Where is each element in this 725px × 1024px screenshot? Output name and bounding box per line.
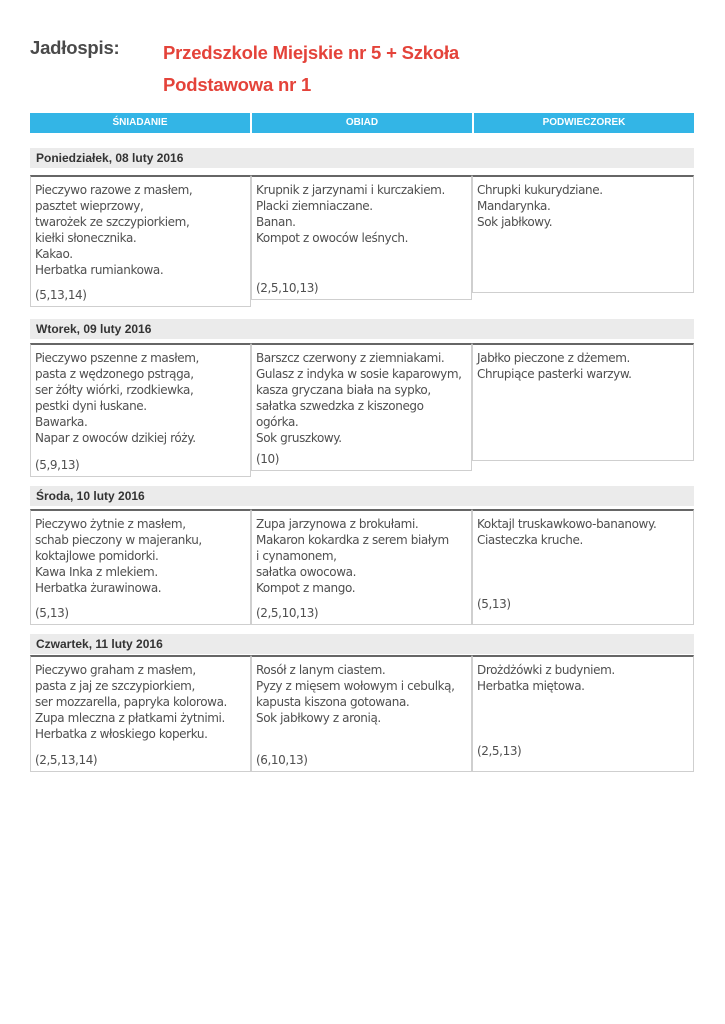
meal-item: Zupa mleczna z płatkami żytnimi. (35, 711, 225, 725)
meal-item: Jabłko pieczone z dżemem. (477, 351, 630, 365)
allergen-codes: (5,13) (477, 597, 511, 611)
menu-title-label: Jadłospis: (30, 37, 120, 58)
meal-item: Pieczywo graham z masłem, (35, 663, 196, 677)
meal-cell-lunch (251, 655, 472, 772)
meal-items (35, 662, 246, 742)
meal-items (256, 662, 467, 726)
meal-item: Zupa jarzynowa z brokułami. (256, 517, 419, 531)
meal-item: twarożek ze szczypiorkiem, (35, 215, 190, 229)
meal-item: Kompot z owoców leśnych. (256, 231, 409, 245)
column-header-breakfast: ŚNIADANIE (30, 113, 250, 133)
day-header: Czwartek, 11 luty 2016 (30, 634, 694, 654)
meal-item: schab pieczony w majeranku, (35, 533, 202, 547)
day-header: Wtorek, 09 luty 2016 (30, 319, 694, 339)
meal-item: Kakao. (35, 247, 73, 261)
meal-item: Sok jabłkowy z aronią. (256, 711, 381, 725)
meal-item: Napar z owoców dzikiej róży. (35, 431, 196, 445)
meal-cell-breakfast (30, 509, 251, 625)
meal-cell-lunch (251, 509, 472, 625)
meal-item: Pieczywo pszenne z masłem, (35, 351, 199, 365)
meal-item: Koktajl truskawkowo-bananowy. (477, 517, 657, 531)
meal-item: pasta z wędzonego pstrąga, (35, 367, 194, 381)
allergen-codes: (2,5,10,13) (256, 606, 319, 620)
meal-items (35, 516, 246, 596)
meal-cell-breakfast (30, 343, 251, 477)
meal-item: Makaron kokardka z serem białym (256, 533, 449, 547)
day-header: Środa, 10 luty 2016 (30, 486, 694, 506)
allergen-codes: (10) (256, 452, 280, 466)
meal-item: pestki dyni łuskane. (35, 399, 147, 413)
meal-items (256, 516, 467, 596)
meal-items (35, 350, 246, 446)
column-header-lunch: OBIAD (252, 113, 472, 133)
meal-items (256, 182, 467, 246)
allergen-codes: (2,5,13) (477, 744, 522, 758)
meal-item: koktajlowe pomidorki. (35, 549, 159, 563)
allergen-codes: (2,5,10,13) (256, 281, 319, 295)
meal-item: Gulasz z indyka w sosie kaparowym, (256, 367, 462, 381)
meal-item: Ciasteczka kruche. (477, 533, 583, 547)
meal-items (477, 350, 689, 382)
meal-item: sałatka szwedzka z kiszonego ogórka. (256, 399, 424, 429)
meal-item: Pieczywo żytnie z masłem, (35, 517, 186, 531)
meal-items (477, 662, 689, 694)
allergen-codes: (2,5,13,14) (35, 753, 98, 767)
meal-items (256, 350, 467, 446)
meal-item: Mandarynka. (477, 199, 551, 213)
meal-item: ser żółty wiórki, rzodkiewka, (35, 383, 194, 397)
meal-cell-lunch (251, 343, 472, 471)
meal-cell-breakfast (30, 655, 251, 772)
allergen-codes: (5,9,13) (35, 458, 80, 472)
meal-item: Chrupki kukurydziane. (477, 183, 603, 197)
meal-item: sałatka owocowa. (256, 565, 357, 579)
day-header: Poniedziałek, 08 luty 2016 (30, 148, 694, 168)
meal-item: Kompot z mango. (256, 581, 356, 595)
meal-item: Pyzy z mięsem wołowym i cebulką, (256, 679, 455, 693)
institution-name: Przedszkole Miejskie nr 5 + Szkoła Podstawowa nr 1 (163, 42, 460, 95)
meal-item: Chrupiące pasterki warzyw. (477, 367, 632, 381)
meal-item: pasztet wieprzowy, (35, 199, 144, 213)
meal-cell-snack (472, 175, 694, 293)
meal-items (477, 516, 689, 548)
allergen-codes: (5,13,14) (35, 288, 87, 302)
meal-item: kasza gryczana biała na sypko, (256, 383, 431, 397)
meal-items (35, 182, 246, 278)
meal-item: Kawa Inka z mlekiem. (35, 565, 158, 579)
meal-item: Placki ziemniaczane. (256, 199, 373, 213)
meal-item: Banan. (256, 215, 296, 229)
meal-cell-snack (472, 509, 694, 625)
meal-item: Sok jabłkowy. (477, 215, 553, 229)
meal-cell-lunch (251, 175, 472, 300)
meal-cell-breakfast (30, 175, 251, 307)
meal-item: Sok gruszkowy. (256, 431, 342, 445)
meal-cell-snack (472, 343, 694, 461)
meal-items (477, 182, 689, 230)
meal-item: Rosół z lanym ciastem. (256, 663, 386, 677)
allergen-codes: (6,10,13) (256, 753, 308, 767)
meal-item: pasta z jaj ze szczypiorkiem, (35, 679, 195, 693)
meal-item: kapusta kiszona gotowana. (256, 695, 410, 709)
meal-item: Bawarka. (35, 415, 88, 429)
meal-item: Pieczywo razowe z masłem, (35, 183, 193, 197)
column-header-snack: PODWIECZOREK (474, 113, 694, 133)
meal-item: Barszcz czerwony z ziemniakami. (256, 351, 445, 365)
meal-item: Herbatka z włoskiego koperku. (35, 727, 208, 741)
meal-item: i cynamonem, (256, 549, 337, 563)
meal-item: Krupnik z jarzynami i kurczakiem. (256, 183, 445, 197)
meal-item: Herbatka żurawinowa. (35, 581, 162, 595)
allergen-codes: (5,13) (35, 606, 69, 620)
meal-cell-snack (472, 655, 694, 772)
meal-item: Herbatka miętowa. (477, 679, 585, 693)
meal-item: kiełki słonecznika. (35, 231, 137, 245)
meal-item: Drożdżówki z budyniem. (477, 663, 615, 677)
meal-item: Herbatka rumiankowa. (35, 263, 164, 277)
meal-item: ser mozzarella, papryka kolorowa. (35, 695, 227, 709)
